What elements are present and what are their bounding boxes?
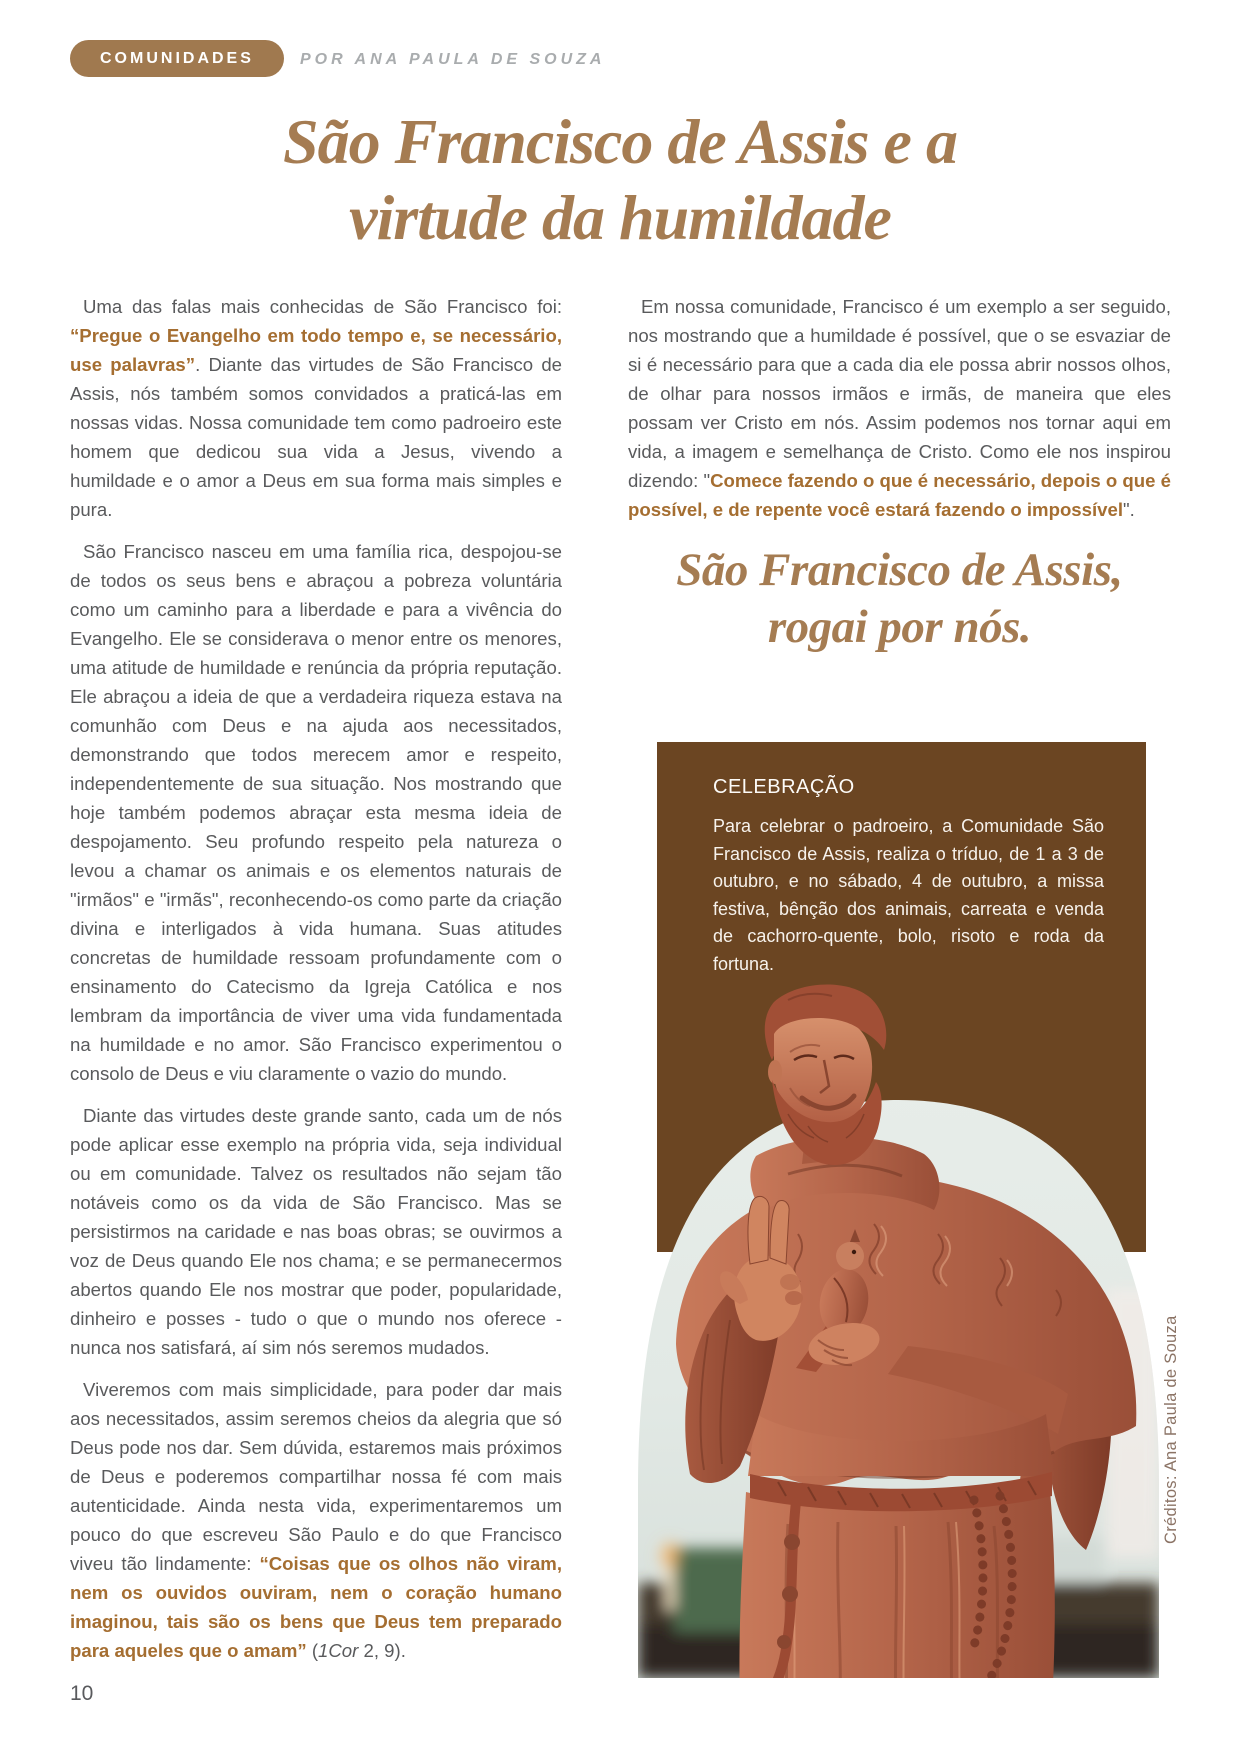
paragraph [70, 292, 562, 524]
paragraph-text: Em nossa comunidade, Francisco é um exemplo a ser seguido, nos mostrando que a humildade é possível, que o se esvaziar de si é necessário para que a cada dia ele possa abrir nossos olhos, de olhar para nossos irmãos e irmãs, de maneira que eles possam ver Cristo em nós. Assim podemos nos tornar aqui em vida, a imagem e semelhança de Cristo. Como ele nos inspirou dizendo: " [628, 296, 1171, 491]
article-title [0, 104, 1240, 256]
candle-flame [665, 1547, 675, 1563]
paragraph-text: Viveremos com mais simplicidade, para poder dar mais aos necessitados, assim seremos cheios da alegria que só Deus pode nos dar. Sem dúvida, estaremos mais próximos de Deus e poderemos compartilhar nossa fé com mais autenticidade. Ainda nesta vida, experimentaremos um pouco do que escreveu São Paulo e do que Francisco viveu tão lindamente: [70, 1379, 562, 1574]
paragraph-text: São Francisco nasceu em uma família rica, despojou-se de todos os seus bens e abraçou a pobreza voluntária como um caminho para a liberdade e para a vivência do Evangelho. Ele se considerava o menor entre os menores, uma atitude de humildade e renúncia da própria reputação. Ele abraçou a ideia de que a verdadeira riqueza estava na comunhão com Deus e na ajuda aos necessitados, demonstrando que todos merecem amor e respeito, independentemente de sua situação. Nos mostrando que hoje também podemos abraçar esta mesma ideia de despojamento. Seu profundo respeito pela natureza o levou a chamar os animais e os elementos naturais de "irmãos" e "irmãs", reconhecendo-os como parte da criação divina e interligados à vida humana. Suas atitudes concretas de humildade ressoam profundamente com o ensinamento do Catecismo da Igreja Católica e nos lembram da importância de viver uma vida fundamentada na humildade e no amor. São Francisco experimentou o consolo de Deus e viu claramente o vazio do mundo. [70, 541, 562, 1084]
paragraph [70, 1101, 562, 1362]
pull-quote [628, 542, 1171, 656]
paragraph [70, 537, 562, 1088]
photo-credits: Créditos: Ana Paula de Souza [1162, 1315, 1180, 1544]
bible-reference: 1Cor [318, 1640, 359, 1661]
pull-quote-line2: rogai por nós. [767, 601, 1032, 653]
section-badge: COMUNIDADES [70, 40, 284, 77]
author-byline: POR ANA PAULA DE SOUZA [300, 51, 606, 68]
paragraph-text: Uma das falas mais conhecidas de São Francisco foi: [83, 296, 562, 317]
quote-highlight: Comece fazendo o que é necessário, depois o que é possível, e de repente você estará fazendo o impossível [628, 470, 1171, 520]
quote-highlight: “Pregue o Evangelho em todo tempo e, se necessário, use palavras” [70, 325, 562, 375]
page-number: 10 [70, 1682, 94, 1705]
celebration-heading: CELEBRAÇÃO [713, 776, 855, 798]
article-title-line2: virtude da humildade [349, 182, 891, 253]
paragraph-text: Diante das virtudes deste grande santo, cada um de nós pode aplicar esse exemplo na própria vida, seja individual ou em comunidade. Talvez os resultados não sejam tão notáveis como os da vida de São Francisco. Mas se persistirmos na caridade e nas boas obras; se ouvirmos a voz de Deus quando Ele nos chama; e se permanecermos abertos quando Ele nos mostrar que poder, popularidade, dinheiro e posses - tudo o que o mundo nos oferece - nunca nos satisfará, aí sim nós seremos mudados. [70, 1105, 562, 1358]
paragraph-text: ". [1123, 499, 1135, 520]
paragraph-text: 2, 9). [358, 1640, 406, 1661]
paragraph [628, 292, 1171, 524]
paragraph-text: . Diante das virtudes de São Francisco de Assis, nós também somos convidados a praticá-las em nossas vidas. Nossa comunidade tem como padroeiro este homem que dedicou sua vida a Jesus, vivendo a humildade e o amor a Deus em sua forma mais simples e pura. [70, 354, 563, 520]
saint-francis-statue-photo [638, 848, 1159, 1678]
paragraph [70, 1375, 562, 1665]
text-column-left [70, 292, 562, 1678]
ear [768, 1060, 782, 1084]
article-title-line1: São Francisco de Assis e a [283, 106, 957, 177]
paragraph-text: ( [306, 1640, 319, 1661]
celebration-body: Para celebrar o padroeiro, a Comunidade São Francisco de Assis, realiza o tríduo, de 1 a 3 de outubro, e no sábado, 4 de outubro, a missa festiva, bênção dos animais, carreata e venda de cachorro-quente, bolo, risoto e roda da fortuna. [713, 816, 1104, 974]
text-column-right [628, 292, 1171, 656]
pull-quote-line1: São Francisco de Assis, [676, 544, 1123, 596]
quote-highlight: “Coisas que os olhos não viram, nem os ouvidos ouviram, nem o coração humano imaginou, tais são os bens que Deus tem preparado para aqueles que o amam” [70, 1553, 562, 1661]
